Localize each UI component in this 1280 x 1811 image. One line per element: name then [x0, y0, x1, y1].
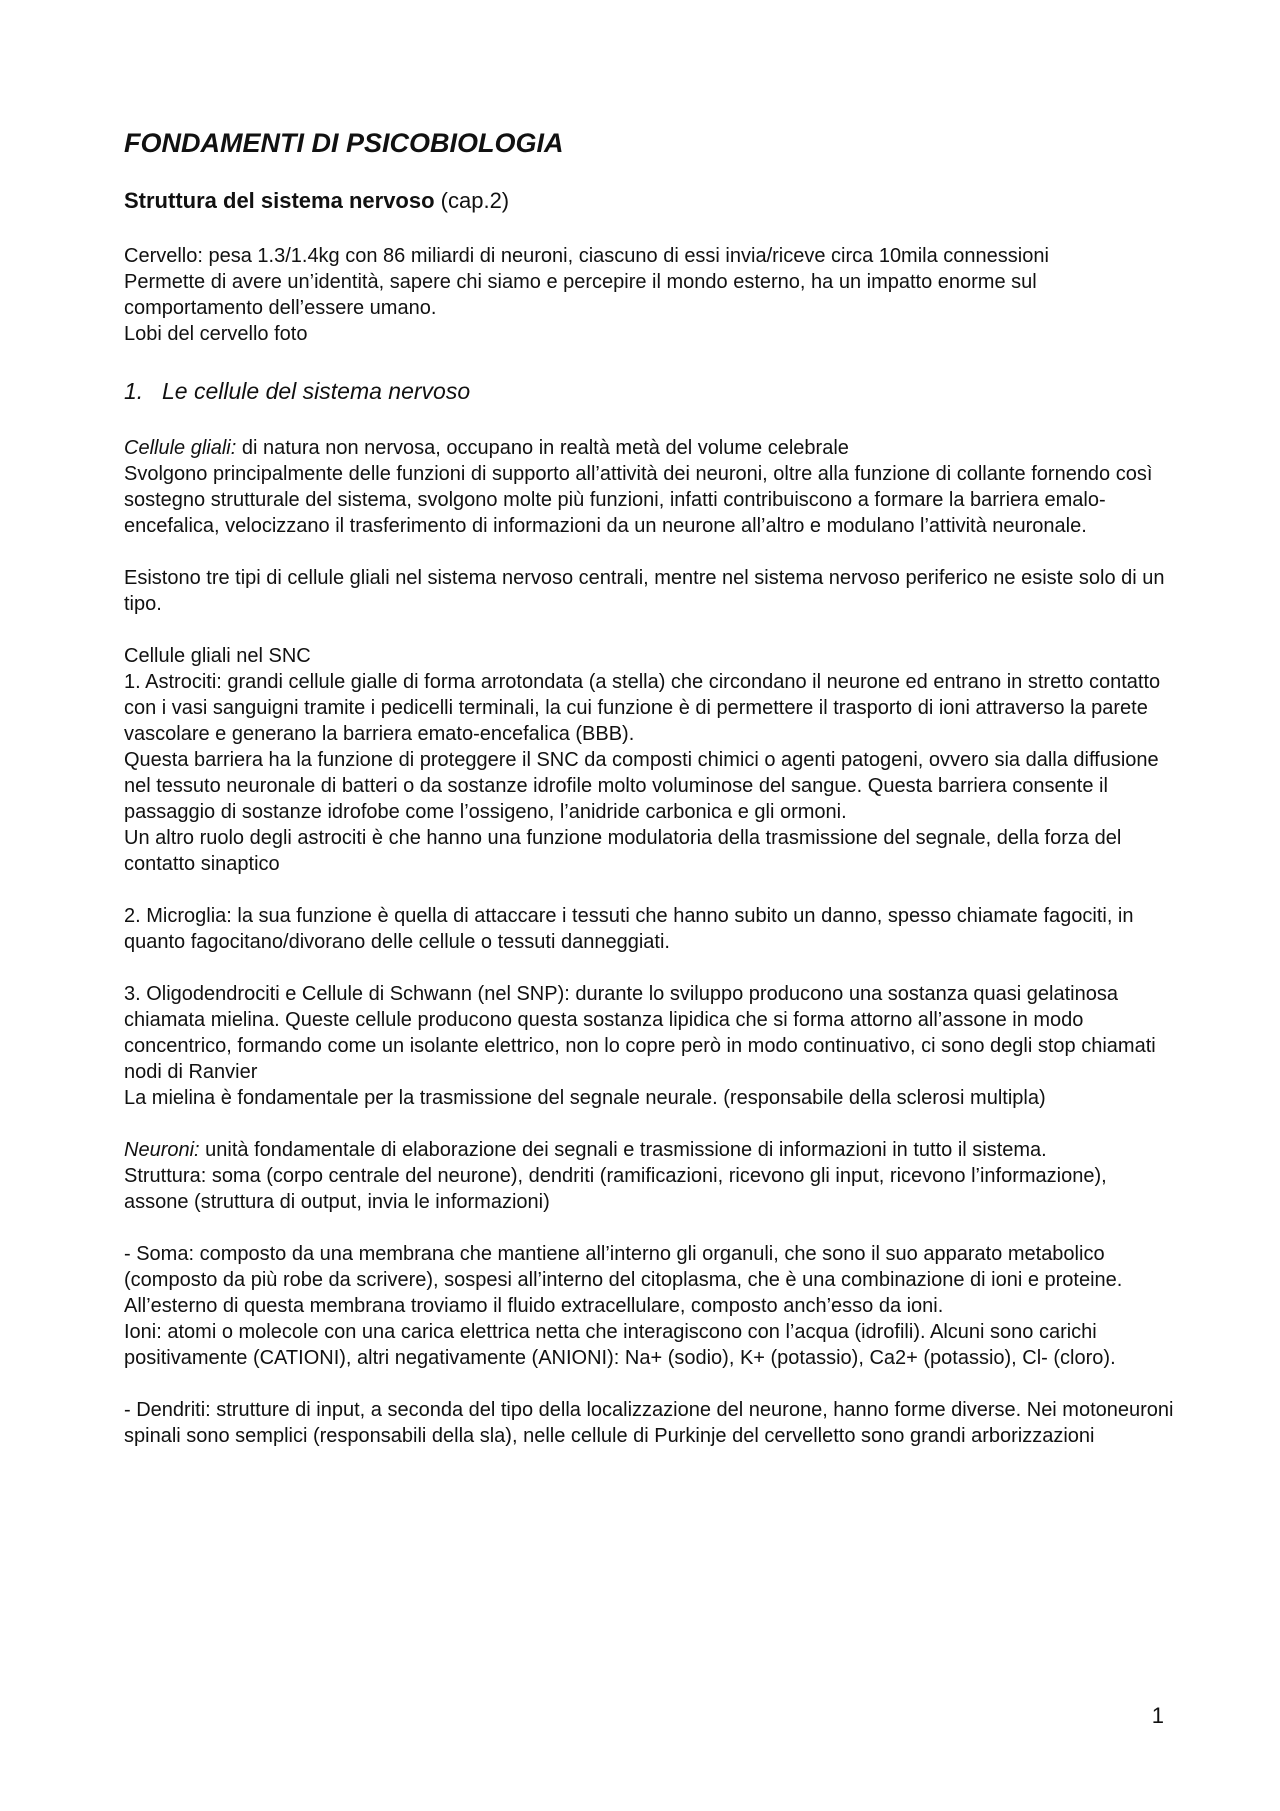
intro-paragraph-3: Lobi del cervello foto — [124, 323, 308, 345]
soma-paragraph: - Soma: composto da una membrana che mantiene all’interno gli organuli, che sono il suo apparato metabolico (composto da più robe da scrivere), sospesi all’interno del citoplasma, che è una combinazione di ioni e proteine. All’esterno di questa membrana troviamo il fluido extracellulare, composto anch’esso da ioni. — [124, 1243, 1123, 1317]
glial-types: Esistono tre tipi di cellule gliali nel sistema nervoso centrali, mentre nel sistema nervoso periferico ne esiste solo di un tipo. — [124, 567, 1165, 615]
heading-text: Le cellule del sistema nervoso — [162, 378, 471, 404]
document-title: FONDAMENTI DI PSICOBIOLOGIA — [124, 128, 564, 158]
neurons-definition — [124, 1137, 1174, 1163]
astrocytes-role-paragraph: Un altro ruolo degli astrociti è che hanno una funzione modulatoria della trasmissione del segnale, della forza del contatto sinaptico — [124, 827, 1122, 875]
page-number: 1 — [1151, 1703, 1164, 1728]
glial-label: Cellule gliali: — [124, 437, 237, 459]
glial-functions: Svolgono principalmente delle funzioni di supporto all’attività dei neuroni, oltre alla funzione di collante fornendo così sostegno strutturale del sistema, svolgono molte più funzioni, infatti contribuiscono a formare la barriera emalo-encefalica, velocizzano il trasferimento di informazioni da un neurone all’altro e modulano l’attività neuronale. — [124, 463, 1153, 537]
heading-number: 1. — [124, 378, 144, 404]
heading-cells — [124, 377, 1174, 405]
intro-paragraph-1: Cervello: pesa 1.3/1.4kg con 86 miliardi di neuroni, ciascuno di essi invia/riceve circa 10mila connessioni — [124, 245, 1049, 267]
section-title-bold: Struttura del sistema nervoso — [124, 188, 435, 213]
section-title-suffix: (cap.2) — [434, 188, 510, 213]
page-content — [124, 127, 1174, 1449]
ions-paragraph: Ioni: atomi o molecole con una carica elettrica netta che interagiscono con l’acqua (idrofili). Alcuni sono carichi positivamente (CATIONI), altri negativamente (ANIONI): Na+ (sodio), K+ (potassio), Ca2+ (potassio), Cl- (cloro). — [124, 1321, 1116, 1369]
intro-paragraph-2: Permette di avere un’identità, sapere chi siamo e percepire il mondo esterno, ha un impatto enorme sul comportamento dell’essere umano. — [124, 271, 1037, 319]
glial-definition — [124, 435, 1174, 461]
microglia-paragraph: 2. Microglia: la sua funzione è quella di attaccare i tessuti che hanno subito un danno, spesso chiamate fagociti, in quanto fagocitano/divorano delle cellule o tessuti danneggiati. — [124, 905, 1134, 953]
barrier-paragraph: Questa barriera ha la funzione di proteggere il SNC da composti chimici o agenti patogeni, ovvero sia dalla diffusione nel tessuto neuronale di batteri o da sostanze idrofile molto voluminose del sangue. Questa barriera consente il passaggio di sostanze idrofobe come l’ossigeno, l’anidride carbonica e gli ormoni. — [124, 749, 1159, 823]
oligodendrocytes-paragraph: 3. Oligodendrociti e Cellule di Schwann (nel SNP): durante lo sviluppo producono una sostanza quasi gelatinosa chiamata mielina. Queste cellule producono questa sostanza lipidica che si forma attorno all’assone in modo concentrico, formando come un isolante elettrico, non lo copre però in modo continuativo, ci sono degli stop chiamati nodi di Ranvier — [124, 983, 1156, 1083]
myelin-paragraph: La mielina è fondamentale per la trasmissione del segnale neurale. (responsabile della sclerosi multipla) — [124, 1087, 1046, 1109]
neurons-structure: Struttura: soma (corpo centrale del neurone), dendriti (ramificazioni, ricevono gli input, ricevono l’informazione), assone (struttura di output, invia le informazioni) — [124, 1165, 1107, 1213]
glial-snc-label: Cellule gliali nel SNC — [124, 645, 311, 667]
section-title — [124, 187, 1174, 215]
neurons-text: unità fondamentale di elaborazione dei segnali e trasmissione di informazioni in tutto il sistema. — [199, 1139, 1047, 1161]
dendrites-paragraph: - Dendriti: strutture di input, a seconda del tipo della localizzazione del neurone, hanno forme diverse. Nei motoneuroni spinali sono semplici (responsabili della sla), nelle cellule di Purkinje del cervelletto sono grandi arborizzazioni — [124, 1399, 1174, 1447]
glial-text: di natura non nervosa, occupano in realtà metà del volume celebrale — [236, 437, 849, 459]
neurons-label: Neuroni: — [124, 1139, 200, 1161]
astrocytes-paragraph: 1. Astrociti: grandi cellule gialle di forma arrotondata (a stella) che circondano il neurone ed entrano in stretto contatto con i vasi sanguigni tramite i pedicelli terminali, la cui funzione è di permettere il trasporto di ioni attraverso la parete vascolare e generano la barriera emato-encefalica (BBB). — [124, 671, 1161, 745]
